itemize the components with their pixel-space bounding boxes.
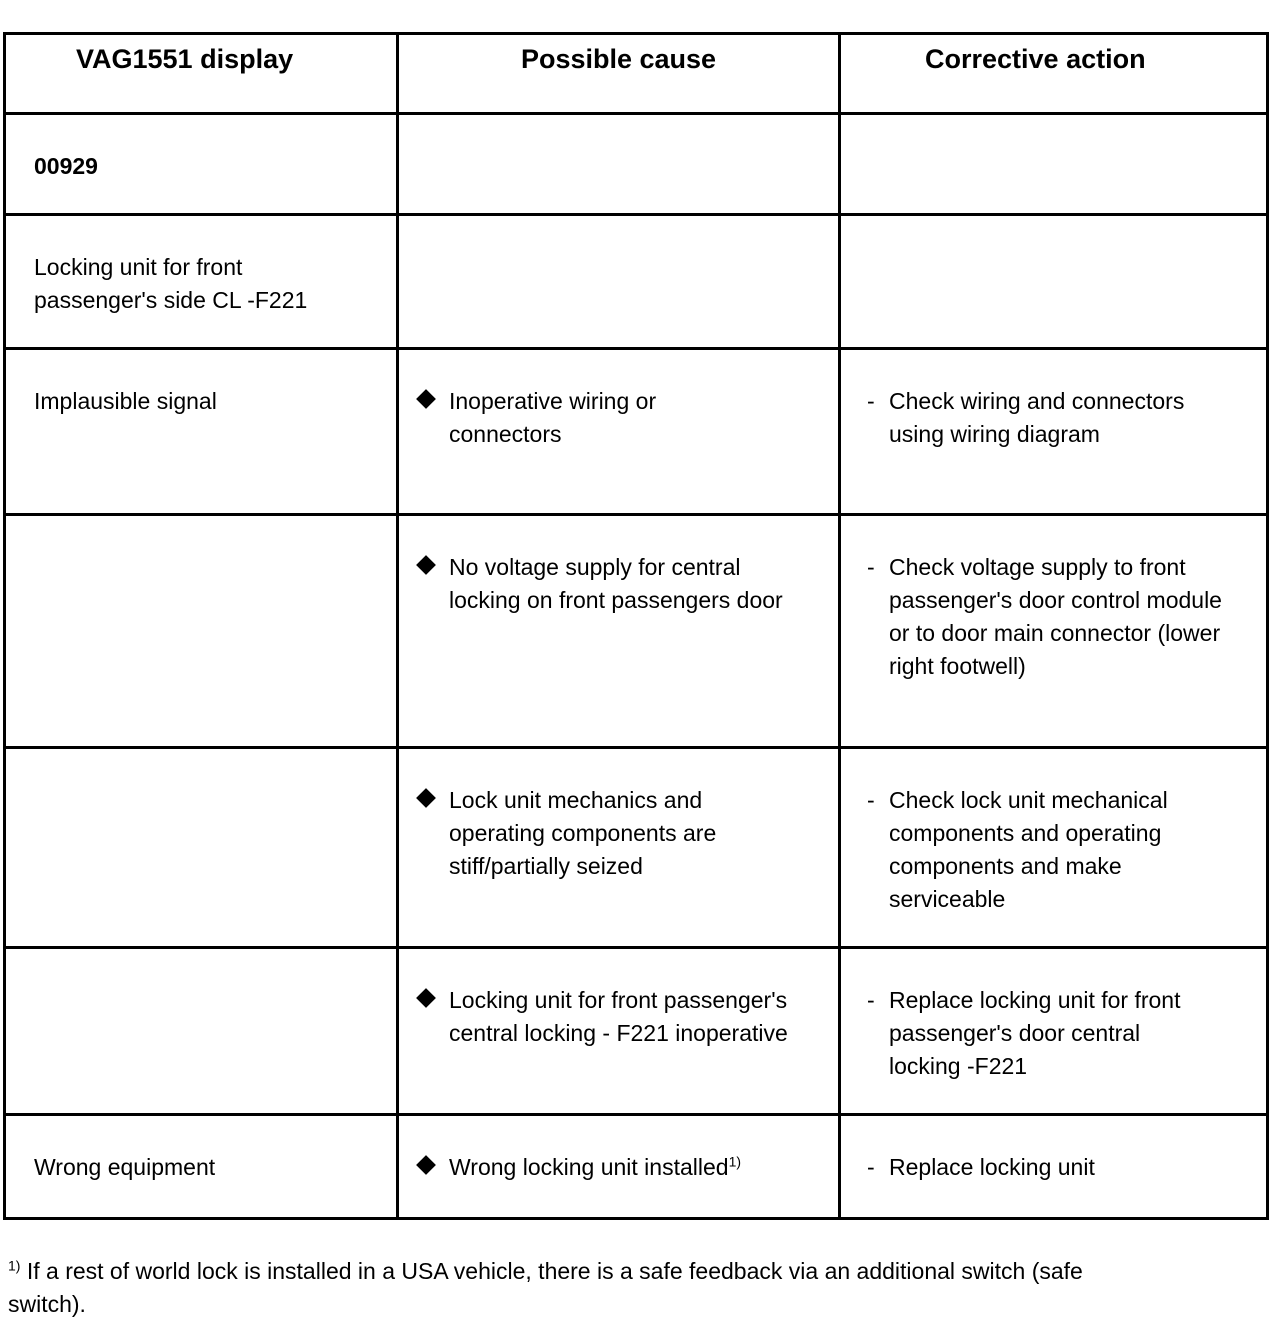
action-cell — [840, 114, 1268, 215]
cause-cell — [398, 114, 840, 215]
table-row — [5, 1115, 1268, 1219]
action-cell — [840, 349, 1268, 515]
action-text: Check voltage supply to front passenger's door control module or to door main connector (lower right footwell) — [889, 554, 1222, 679]
header-row — [5, 34, 1268, 114]
cause-text: Lock unit mechanics and operating components are stiff/partially seized — [449, 787, 717, 879]
action-text: Check lock unit mechanical components and operating components and make serviceable — [889, 787, 1168, 912]
display-cell — [5, 748, 398, 948]
cause-cell — [398, 349, 840, 515]
dash-bullet: - — [867, 388, 875, 414]
cause-cell — [398, 1115, 840, 1219]
table-row — [5, 515, 1268, 748]
cause-cell — [398, 515, 840, 748]
footnote-reference: 1) — [728, 1153, 742, 1170]
cause-cell — [398, 948, 840, 1115]
table-row — [5, 349, 1268, 515]
action-cell — [840, 948, 1268, 1115]
table-row — [5, 215, 1268, 349]
table-row — [5, 948, 1268, 1115]
cause-text: No voltage supply for central locking on front passengers door — [449, 554, 783, 613]
header-possible-cause: Possible cause — [398, 34, 840, 114]
diamond-bullet-icon — [416, 788, 436, 808]
action-cell — [840, 515, 1268, 748]
cause-cell — [398, 748, 840, 948]
action-cell — [840, 215, 1268, 349]
action-text: Check wiring and connectors using wiring diagram — [889, 388, 1185, 447]
cause-cell — [398, 215, 840, 349]
dash-bullet: - — [867, 1154, 875, 1180]
display-text: Wrong equipment — [34, 1154, 216, 1180]
display-text: Implausible signal — [34, 388, 217, 414]
header-vag1551-display: VAG1551 display — [5, 34, 398, 114]
action-text: Replace locking unit — [889, 1154, 1095, 1180]
action-cell — [840, 1115, 1268, 1219]
action-text: Replace locking unit for front passenger's door central locking -F221 — [889, 987, 1181, 1079]
display-cell — [5, 948, 398, 1115]
diamond-bullet-icon — [416, 1155, 436, 1175]
cause-text: Wrong locking unit installed — [449, 1154, 729, 1180]
diamond-bullet-icon — [416, 389, 436, 409]
display-cell — [5, 1115, 398, 1219]
action-cell — [840, 748, 1268, 948]
cause-text: Locking unit for front passenger's central locking - F221 inoperative — [449, 987, 788, 1046]
footnote — [8, 1255, 1158, 1321]
dash-bullet: - — [867, 787, 875, 813]
diagnostic-table — [3, 32, 1269, 1220]
display-cell — [5, 114, 398, 215]
table-row — [5, 748, 1268, 948]
table-row — [5, 114, 1268, 215]
display-cell — [5, 215, 398, 349]
dash-bullet: - — [867, 554, 875, 580]
display-cell — [5, 349, 398, 515]
cause-text: Inoperative wiring or connectors — [449, 388, 657, 447]
fault-code: 00929 — [34, 153, 98, 179]
display-cell — [5, 515, 398, 748]
dash-bullet: - — [867, 987, 875, 1013]
footnote-text: If a rest of world lock is installed in a USA vehicle, there is a safe feedback via an additional switch (safe switch). — [8, 1258, 1083, 1317]
component-name: Locking unit for front passenger's side CL -F221 — [34, 254, 308, 313]
diamond-bullet-icon — [416, 555, 436, 575]
diamond-bullet-icon — [416, 988, 436, 1008]
header-corrective-action: Corrective action — [840, 34, 1268, 114]
footnote-marker: 1) — [8, 1257, 21, 1274]
